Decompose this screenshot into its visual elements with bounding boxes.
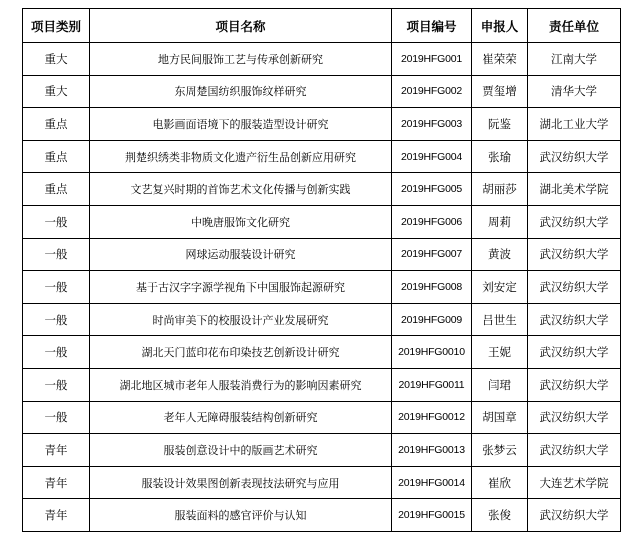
cell-project-name: 基于古汉字字源学视角下中国服饰起源研究 xyxy=(90,271,392,304)
cell-responsible-unit: 江南大学 xyxy=(528,43,621,76)
cell-project-name: 中晚唐服饰文化研究 xyxy=(90,205,392,238)
table-row xyxy=(23,238,621,271)
cell-category: 一般 xyxy=(23,368,90,401)
table-row xyxy=(23,43,621,76)
cell-applicant: 吕世生 xyxy=(472,303,528,336)
table-row xyxy=(23,205,621,238)
cell-applicant: 刘安定 xyxy=(472,271,528,304)
header-name: 项目名称 xyxy=(90,9,392,43)
cell-project-name: 湖北地区城市老年人服装消费行为的影响因素研究 xyxy=(90,368,392,401)
project-table-container xyxy=(22,8,621,532)
cell-applicant: 闫珺 xyxy=(472,368,528,401)
cell-applicant: 胡国章 xyxy=(472,401,528,434)
cell-category: 一般 xyxy=(23,336,90,369)
cell-project-name: 电影画面语境下的服装造型设计研究 xyxy=(90,108,392,141)
cell-applicant: 崔欣 xyxy=(472,466,528,499)
cell-responsible-unit: 武汉纺织大学 xyxy=(528,303,621,336)
table-row xyxy=(23,336,621,369)
cell-project-code: 2019HFG003 xyxy=(392,108,472,141)
header-code: 项目编号 xyxy=(392,9,472,43)
cell-responsible-unit: 清华大学 xyxy=(528,75,621,108)
cell-category: 重点 xyxy=(23,140,90,173)
header-category: 项目类别 xyxy=(23,9,90,43)
cell-project-code: 2019HFG009 xyxy=(392,303,472,336)
header-row xyxy=(23,9,621,43)
table-row xyxy=(23,75,621,108)
cell-category: 重点 xyxy=(23,108,90,141)
cell-category: 青年 xyxy=(23,434,90,467)
cell-project-name: 服装创意设计中的版画艺术研究 xyxy=(90,434,392,467)
cell-project-code: 2019HFG0010 xyxy=(392,336,472,369)
header-applicant: 申报人 xyxy=(472,9,528,43)
cell-project-name: 地方民间服饰工艺与传承创新研究 xyxy=(90,43,392,76)
cell-responsible-unit: 武汉纺织大学 xyxy=(528,434,621,467)
cell-category: 重点 xyxy=(23,173,90,206)
cell-project-code: 2019HFG0011 xyxy=(392,368,472,401)
table-row xyxy=(23,140,621,173)
cell-category: 一般 xyxy=(23,205,90,238)
cell-applicant: 周莉 xyxy=(472,205,528,238)
cell-project-code: 2019HFG0015 xyxy=(392,499,472,532)
cell-applicant: 张梦云 xyxy=(472,434,528,467)
cell-applicant: 黄波 xyxy=(472,238,528,271)
cell-project-code: 2019HFG007 xyxy=(392,238,472,271)
cell-category: 一般 xyxy=(23,303,90,336)
cell-responsible-unit: 武汉纺织大学 xyxy=(528,401,621,434)
table-row xyxy=(23,466,621,499)
cell-project-name: 服装设计效果图创新表现技法研究与应用 xyxy=(90,466,392,499)
cell-project-code: 2019HFG0013 xyxy=(392,434,472,467)
cell-category: 青年 xyxy=(23,466,90,499)
table-row xyxy=(23,499,621,532)
cell-category: 一般 xyxy=(23,401,90,434)
project-table xyxy=(22,8,621,532)
cell-project-code: 2019HFG005 xyxy=(392,173,472,206)
table-row xyxy=(23,434,621,467)
cell-applicant: 贾玺增 xyxy=(472,75,528,108)
table-row xyxy=(23,368,621,401)
table-row xyxy=(23,108,621,141)
cell-responsible-unit: 湖北工业大学 xyxy=(528,108,621,141)
cell-responsible-unit: 武汉纺织大学 xyxy=(528,368,621,401)
cell-category: 青年 xyxy=(23,499,90,532)
table-row xyxy=(23,173,621,206)
cell-project-name: 荆楚织绣类非物质文化遗产衍生品创新应用研究 xyxy=(90,140,392,173)
cell-category: 一般 xyxy=(23,238,90,271)
cell-project-name: 湖北天门蓝印花布印染技艺创新设计研究 xyxy=(90,336,392,369)
table-body xyxy=(23,43,621,532)
cell-category: 一般 xyxy=(23,271,90,304)
cell-responsible-unit: 武汉纺织大学 xyxy=(528,238,621,271)
cell-responsible-unit: 大连艺术学院 xyxy=(528,466,621,499)
cell-applicant: 崔荣荣 xyxy=(472,43,528,76)
cell-responsible-unit: 武汉纺织大学 xyxy=(528,140,621,173)
cell-category: 重大 xyxy=(23,43,90,76)
cell-applicant: 胡丽莎 xyxy=(472,173,528,206)
cell-project-code: 2019HFG001 xyxy=(392,43,472,76)
cell-responsible-unit: 武汉纺织大学 xyxy=(528,271,621,304)
cell-responsible-unit: 湖北美术学院 xyxy=(528,173,621,206)
table-row xyxy=(23,401,621,434)
cell-project-name: 服装面料的感官评价与认知 xyxy=(90,499,392,532)
cell-project-code: 2019HFG0012 xyxy=(392,401,472,434)
cell-applicant: 阮鉴 xyxy=(472,108,528,141)
cell-responsible-unit: 武汉纺织大学 xyxy=(528,205,621,238)
cell-project-code: 2019HFG002 xyxy=(392,75,472,108)
cell-project-code: 2019HFG006 xyxy=(392,205,472,238)
cell-project-code: 2019HFG008 xyxy=(392,271,472,304)
cell-responsible-unit: 武汉纺织大学 xyxy=(528,499,621,532)
cell-category: 重大 xyxy=(23,75,90,108)
cell-project-name: 老年人无障碍服装结构创新研究 xyxy=(90,401,392,434)
table-row xyxy=(23,303,621,336)
header-unit: 责任单位 xyxy=(528,9,621,43)
cell-applicant: 张俊 xyxy=(472,499,528,532)
table-row xyxy=(23,271,621,304)
cell-project-code: 2019HFG0014 xyxy=(392,466,472,499)
cell-applicant: 张瑜 xyxy=(472,140,528,173)
cell-responsible-unit: 武汉纺织大学 xyxy=(528,336,621,369)
cell-applicant: 王妮 xyxy=(472,336,528,369)
cell-project-name: 东周楚国纺织服饰纹样研究 xyxy=(90,75,392,108)
cell-project-name: 时尚审美下的校服设计产业发展研究 xyxy=(90,303,392,336)
cell-project-code: 2019HFG004 xyxy=(392,140,472,173)
cell-project-name: 文艺复兴时期的首饰艺术文化传播与创新实践 xyxy=(90,173,392,206)
cell-project-name: 网球运动服装设计研究 xyxy=(90,238,392,271)
